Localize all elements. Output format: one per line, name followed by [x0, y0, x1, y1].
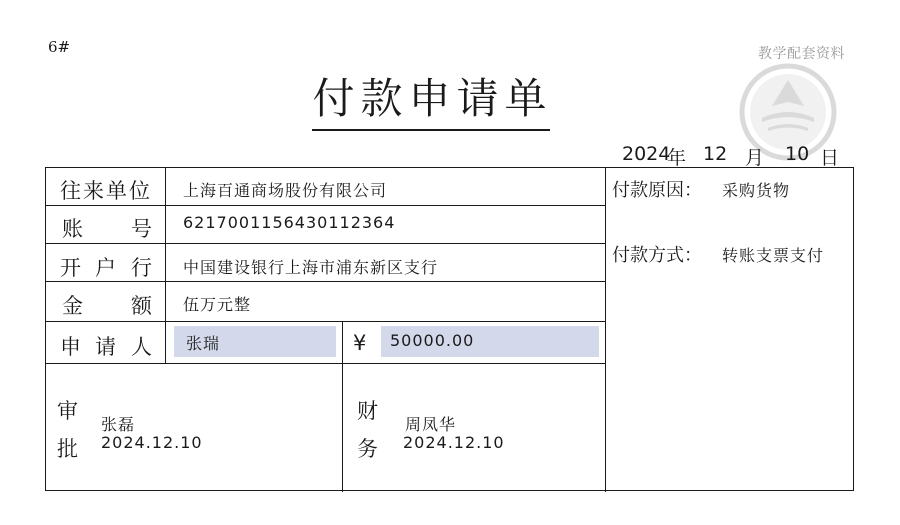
approval-label-1: 审 [57, 399, 80, 423]
applicant-label-3: 人 [131, 335, 154, 359]
date-day-unit: 日 [820, 147, 840, 169]
account-value: 6217001156430112364 [183, 213, 396, 232]
finance-date: 2024.12.10 [403, 433, 505, 452]
method-value: 转账支票支付 [722, 246, 825, 265]
row-divider [46, 205, 605, 206]
approval-date: 2024.12.10 [101, 433, 203, 452]
date-year-unit: 年 [667, 147, 687, 169]
finance-signer: 周凤华 [405, 415, 457, 434]
applicant-label-2: 请 [95, 335, 118, 359]
payee-value: 上海百通商场股份有限公司 [183, 181, 388, 200]
finance-label-1: 财 [357, 399, 380, 423]
watermark-text: 教学配套资料 [758, 46, 845, 62]
row-divider [46, 281, 605, 282]
bank-label-1: 开 [60, 256, 83, 280]
bank-label-2: 户 [95, 256, 118, 280]
date-month: 12 [703, 143, 728, 165]
date-year: 2024 [622, 143, 671, 165]
row-divider [46, 321, 605, 322]
col-divider [605, 168, 606, 492]
applicant-value: 张瑞 [186, 334, 221, 353]
form-title: 付款申请单 [312, 74, 553, 123]
amount-label-2: 额 [131, 294, 154, 318]
title-underline [312, 129, 550, 131]
date-month-unit: 月 [745, 147, 765, 169]
bank-value: 中国建设银行上海市浦东新区支行 [183, 258, 439, 277]
row-divider [46, 363, 605, 364]
date-day: 10 [785, 143, 810, 165]
finance-label-2: 务 [357, 437, 380, 461]
col-divider [342, 321, 343, 492]
currency-symbol: ¥ [353, 331, 369, 355]
amount-number-value: 50000.00 [390, 331, 475, 350]
approval-signer: 张磊 [101, 415, 136, 434]
reason-label: 付款原因： [612, 180, 702, 201]
method-label: 付款方式： [612, 245, 702, 266]
approval-label-2: 批 [57, 437, 80, 461]
col-divider [165, 168, 166, 363]
amount-words-value: 伍万元整 [183, 295, 252, 314]
row-divider [46, 243, 605, 244]
reason-value: 采购货物 [722, 181, 791, 200]
payee-label: 往来单位 [60, 179, 152, 203]
applicant-label-1: 申 [60, 335, 83, 359]
amount-label-1: 金 [62, 294, 85, 318]
account-label-2: 号 [131, 217, 154, 241]
serial-number: 6# [48, 38, 71, 56]
account-label-1: 账 [62, 217, 85, 241]
bank-label-3: 行 [131, 256, 154, 280]
